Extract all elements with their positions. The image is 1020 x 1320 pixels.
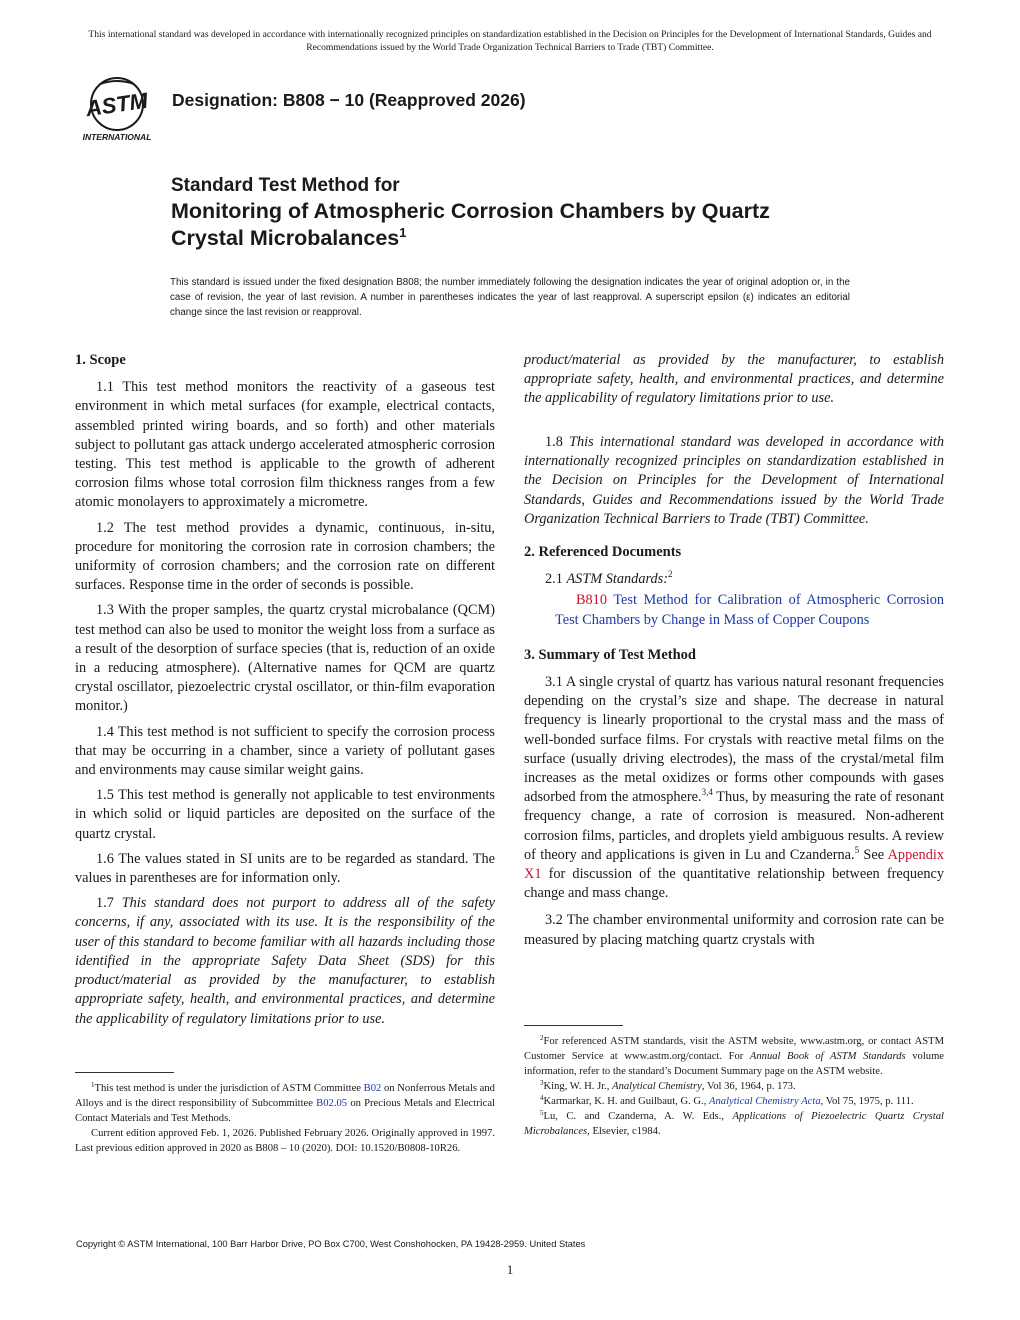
paragraph-3-1-mark-1: 3,4: [701, 787, 713, 798]
astm-logo-icon: [70, 76, 164, 146]
footnote-3-part-a: King, W. H. Jr.,: [543, 1081, 610, 1092]
footnote-5-mark: 5: [540, 1109, 544, 1117]
title-line-1: Standard Test Method for: [171, 175, 400, 196]
footnote-4-mark: 4: [540, 1094, 544, 1102]
title-line-3-text: Crystal Microbalances: [171, 226, 400, 250]
footnote-3: [524, 1079, 944, 1094]
footnote-4: [524, 1094, 944, 1109]
ref-b810-code[interactable]: B810: [576, 592, 607, 609]
paragraph-3-1-mark-2: 5: [854, 844, 860, 855]
footnotes-left: [75, 1081, 495, 1156]
footnote-1-part-a: This test method is under the jurisdiction of ASTM Committee: [94, 1083, 361, 1094]
left-column: [75, 351, 495, 1027]
footnote-5-part-b: , Elsevier, c1984.: [587, 1126, 661, 1137]
paragraph-1-7: [75, 894, 495, 1027]
paragraph-2-1-mark: 2: [668, 569, 673, 580]
paragraph-1-4: 1.4 This test method is not sufficient to specify the corrosion process that may be occurring in a chamber, since a variety of pollutant gases and environments may cause similar weight gains.: [75, 723, 495, 779]
footnote-2-mark: 2: [540, 1034, 544, 1042]
footnote-2-part-a: For referenced ASTM standards, visit the ASTM website, www.astm.org, or contact ASTM Customer Service at www.astm.org/contact. For: [524, 1036, 944, 1062]
footnote-1-edition: Current edition approved Feb. 1, 2026. Published February 2026. Originally approved in 1997. Last previous edition approved in 2020 as B808 – 10 (2020). DOI: 10.1520/B0808-10R26.: [75, 1128, 495, 1154]
footnote-2-italic: Annual Book of ASTM Standards: [749, 1051, 906, 1062]
paragraph-2-1: [524, 570, 944, 589]
footnote-3-mark: 3: [540, 1079, 544, 1087]
footnote-1-link-b0205[interactable]: B02.05: [316, 1098, 348, 1109]
footnote-rule-left: [75, 1072, 174, 1073]
title-line-2: Monitoring of Atmospheric Corrosion Chambers by Quartz: [171, 199, 770, 223]
paragraph-3-2: 3.2 The chamber environmental uniformity and corrosion rate can be measured by placing matching quartz crystals with: [524, 912, 944, 948]
ref-b810[interactable]: [524, 591, 944, 629]
footnote-5-part-a: Lu, C. and Czanderna, A. W. Eds.,: [543, 1111, 724, 1122]
paragraph-1-1: 1.1 This test method monitors the reactivity of a gaseous test environment in which metal surfaces (for example, electrical contacts, assembled printed wiring boards, and so forth) and other materials subject to pollutant gas attack undergo accelerated atmospheric corrosion testing. This test method is applicable to the growth of adherent corrosion films whose total corrosion film thickness ranges from a few atomic monolayers to approximately a micrometre.: [75, 379, 495, 511]
paragraph-1-2: 1.2 The test method provides a dynamic, continuous, in-situ, procedure for monitoring the corrosion rate in corrosion chambers; the uniformity of corrosion chambers; and the corrosion rate on different surfaces. Response time in the order of seconds is possible.: [75, 519, 495, 594]
ref-b810-title[interactable]: Test Method for Calibration of Atmospheric Corrosion Test Chambers by Change in Mass of Copper Coupons: [555, 592, 944, 628]
paragraph-1-3: 1.3 With the proper samples, the quartz crystal microbalance (QCM) test method can also be used to monitor the weight loss from a surface as a result of the desorption of surface species (that is, reduction of an oxide in a reducing atmosphere). (Alternative names for QCM are quartz crystal oscillator, piezoelectric crystal oscillator, or thin-film evaporation monitor.): [75, 602, 495, 715]
footnote-4-link[interactable]: Analytical Chemistry Acta: [709, 1096, 821, 1107]
astm-logo: [70, 76, 164, 146]
paragraph-3-1-part-d: for discussion of the quantitative relationship between frequency change and mass change.: [524, 866, 944, 902]
footnote-2: [524, 1034, 944, 1079]
document-title: [171, 174, 871, 252]
paragraph-3-1: [524, 673, 944, 903]
footnote-1-mark: 1: [91, 1081, 95, 1089]
footnote-1-part-b: on Nonferrous Metals and Alloys and is the direct responsibility of Subcommittee: [75, 1083, 495, 1109]
paragraph-1-6: 1.6 The values stated in SI units are to be regarded as standard. The values in parentheses are for information only.: [75, 850, 495, 887]
paragraph-3-1-part-c: See: [863, 846, 885, 863]
footnote-5-italic: Applications of Piezoelectric Quartz Crystal Microbalances: [524, 1111, 944, 1137]
refdocs-heading: 2. Referenced Documents: [524, 544, 682, 561]
paragraph-1-8-text: This international standard was developed in accordance with internationally recognized principles on standardization established in the Decision on Principles for the Development of International Standards, Guides and Recommendations issued by the World Trade Organization Technical Barriers to Trade (TBT) Committee.: [524, 434, 945, 527]
paragraph-1-5: 1.5 This test method is generally not applicable to test environments in which solid or liquid particles are deposited on the surface of the quartz crystal.: [75, 787, 495, 842]
logo-text: INTERNATIONAL: [82, 132, 152, 142]
logo-letters: ASTM: [84, 87, 150, 122]
appendix-x1-link[interactable]: Appendix X1: [524, 846, 944, 883]
copyright: Copyright © ASTM International, 100 Barr Harbor Drive, PO Box C700, West Conshohocken, PA 19428-2959. United States: [76, 1239, 586, 1249]
footnotes-right: [524, 1034, 944, 1139]
footnote-rule-right: [524, 1025, 623, 1026]
footnote-1: [75, 1081, 495, 1126]
footnote-4-part-b: , Vol 75, 1975, p. 111.: [820, 1096, 914, 1107]
paragraph-1-8-number: 1.8: [545, 434, 563, 450]
paragraph-2-1-text: ASTM Standards:: [566, 571, 668, 588]
title-footnote-mark: 1: [399, 225, 407, 240]
footnote-1-link-b02[interactable]: B02: [363, 1083, 382, 1094]
paragraph-1-7-text: This standard does not purport to address all of the safety concerns, if any, associated with its use. It is the responsibility of the user of this standard to become familiar with all hazards including those identified in the appropriate Safety Data Sheet (SDS) for this product/material as provided by the manufacturer, to establish appropriate safety, health, and environmental practices, and determine the applicability of regulatory limitations prior to use.: [75, 895, 495, 1027]
paragraph-1-8: [524, 433, 944, 529]
paragraph-1-7-continued-text: product/material as provided by the manufacturer, to establish appropriate safety, health, and environmental practices, and determine the applicability of regulatory limitations prior to use.: [524, 352, 944, 407]
scope-heading: 1. Scope: [75, 352, 126, 368]
page-number: 1: [506, 1262, 514, 1277]
standard-notice: This international standard was developed in accordance with internationally recognized principles on standardization established in the Decision on Principles for the Development of International Standards, Guides and Recommendations issued by the World Trade Organization Technical Barriers to Trade (TBT) Committee.: [88, 29, 932, 53]
paragraph-1-7-continued: [524, 351, 944, 427]
footnote-1-part-c: on Precious Metals and Electrical Contact Materials and Test Methods.: [75, 1098, 495, 1124]
footnote-5: [524, 1109, 944, 1139]
summary-heading: 3. Summary of Test Method: [524, 646, 696, 663]
footnote-3-part-b: , Vol 36, 1964, p. 173.: [701, 1081, 796, 1092]
paragraph-1-7-number: 1.7: [96, 895, 114, 912]
footnote-3-italic: Analytical Chemistry: [612, 1081, 702, 1092]
footnote-2-part-b: volume information, refer to the standard’s Document Summary page on the ASTM website.: [524, 1051, 945, 1077]
title-line-3: [171, 225, 871, 252]
designation: Designation: B808 − 10 (Reapproved 2026): [172, 90, 526, 110]
paragraph-2-1-number: 2.1: [545, 571, 563, 588]
paragraph-3-1-part-b: Thus, by measuring the rate of resonant frequency change, a rate of corrosion is measured. Non-adherent corrosion films, particles, and droplets yield ambiguous results. A review of theory and applications is given in Lu and Czanderna.: [524, 789, 944, 863]
issued-note: This standard is issued under the fixed designation B808; the number immediately following the designation indicates the year of original adoption or, in the case of revision, the year of last revision. A number in parentheses indicates the year of last reapproval. A superscript epsilon (ε) indicates an editorial change since the last revision or reapproval.: [170, 277, 850, 318]
footnote-4-part-a: Karmarkar, K. H. and Guilbaut, G. G.,: [543, 1096, 707, 1107]
paragraph-3-1-part-a: 3.1 A single crystal of quartz has various natural resonant frequencies depending on the crystal’s size and shape. The decrease in natural frequency is linearly proportional to the crystal mass and the mass of well-bonded surface films. For crystals with reactive metal films on the surface (usually driving electrodes), the mass of the crystal/metal film increases as the metal oxidizes or forms other compounds with gases adsorbed from the atmosphere.: [524, 674, 944, 806]
right-column: [524, 351, 944, 956]
